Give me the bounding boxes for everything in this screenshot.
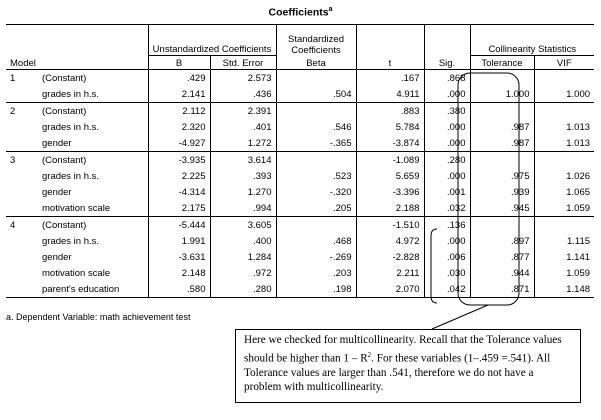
- cell-beta: .205: [276, 200, 356, 217]
- cell-beta: -.365: [276, 135, 356, 152]
- cell-t: -1.510: [356, 217, 424, 234]
- predictor-name-cell: (Constant): [42, 72, 87, 84]
- cell-se: 1.284: [210, 249, 276, 265]
- table-row: [6, 103, 594, 120]
- model-number-cell: [6, 281, 38, 298]
- model-number-cell: [6, 265, 38, 281]
- cell-vif: 1.065: [534, 184, 594, 200]
- header-collinearity: Collinearity Statistics: [470, 25, 594, 56]
- comment-text-2: . For these variables (1–.459 =.541). All Tolerance values are larger than .541, therefore we do not have a problem with multicollinearity.: [244, 352, 551, 394]
- cell-se: 2.573: [210, 70, 276, 87]
- cell-tol: .877: [470, 249, 534, 265]
- cell-se: .400: [210, 233, 276, 249]
- header-b: B: [148, 56, 210, 70]
- cell-vif: 1.026: [534, 168, 594, 184]
- cell-t: .883: [356, 103, 424, 120]
- cell-vif: 1.013: [534, 135, 594, 152]
- cell-sig: .000: [424, 119, 470, 135]
- cell-b: 2.112: [148, 103, 210, 120]
- cell-b: 2.320: [148, 119, 210, 135]
- table-row: [6, 168, 594, 184]
- header-standardized-line1: Standardized: [288, 33, 344, 45]
- cell-sig: .380: [424, 103, 470, 120]
- cell-sig: .000: [424, 233, 470, 249]
- cell-vif: [534, 217, 594, 234]
- model-number-cell: [6, 184, 38, 200]
- header-beta: Beta: [276, 56, 356, 70]
- model-number-cell: [6, 86, 38, 103]
- predictor-name-cell: gender: [42, 186, 72, 198]
- header-std-error: Std. Error: [210, 56, 276, 70]
- cell-se: .972: [210, 265, 276, 281]
- cell-beta: .504: [276, 86, 356, 103]
- cell-vif: 1.000: [534, 86, 594, 103]
- model-number-cell: [6, 249, 38, 265]
- table-row: [6, 249, 594, 265]
- cell-sig: .280: [424, 152, 470, 169]
- cell-sig: .868: [424, 70, 470, 87]
- cell-se: 2.391: [210, 103, 276, 120]
- cell-b: -3.631: [148, 249, 210, 265]
- cell-tol: [470, 70, 534, 87]
- cell-vif: [534, 152, 594, 169]
- cell-t: .167: [356, 70, 424, 87]
- predictor-name-cell: (Constant): [38, 103, 148, 120]
- cell-t: 5.659: [356, 168, 424, 184]
- cell-t: 5.784: [356, 119, 424, 135]
- cell-tol: .987: [470, 119, 534, 135]
- table-row: [6, 281, 594, 298]
- header-standardized: [276, 25, 356, 56]
- table-row: [6, 70, 594, 87]
- header-model: Model: [6, 56, 148, 70]
- cell-vif: 1.013: [534, 119, 594, 135]
- cell-vif: 1.115: [534, 233, 594, 249]
- table-row: [6, 233, 594, 249]
- table-row: [6, 119, 594, 135]
- cell-t: -3.396: [356, 184, 424, 200]
- cell-b: 2.148: [148, 265, 210, 281]
- cell-t: -3.874: [356, 135, 424, 152]
- table-row: [6, 152, 594, 169]
- table-row: [6, 265, 594, 281]
- model-number-cell: [6, 200, 38, 217]
- cell-se: 1.272: [210, 135, 276, 152]
- cell-se: 3.614: [210, 152, 276, 169]
- cell-t: 2.070: [356, 281, 424, 298]
- predictor-name-cell: gender: [42, 251, 72, 263]
- header-t: t: [356, 56, 424, 70]
- cell-b: 2.175: [148, 200, 210, 217]
- table-title: [0, 6, 601, 19]
- cell-vif: [534, 103, 594, 120]
- cell-vif: 1.059: [534, 265, 594, 281]
- cell-beta: [276, 152, 356, 169]
- header-tolerance: Tolerance: [470, 56, 534, 70]
- cell-t: 4.972: [356, 233, 424, 249]
- cell-tol: .975: [470, 168, 534, 184]
- cell-tol: .945: [470, 200, 534, 217]
- model-number-cell: [6, 135, 38, 152]
- cell-tol: .987: [470, 135, 534, 152]
- predictor-name-cell: grades in h.s.: [42, 235, 100, 247]
- predictor-name-cell: motivation scale: [42, 202, 111, 214]
- header-standardized-line2: Coefficients: [291, 44, 341, 56]
- table-row: [6, 217, 594, 234]
- model-number-cell: [6, 233, 38, 249]
- cell-b: -4.314: [148, 184, 210, 200]
- callout-line: [432, 305, 488, 329]
- model-number-cell: [6, 119, 38, 135]
- table-row: [6, 184, 594, 200]
- cell-beta: .203: [276, 265, 356, 281]
- cell-se: .436: [210, 86, 276, 103]
- cell-sig: .000: [424, 135, 470, 152]
- cell-beta: .468: [276, 233, 356, 249]
- header-sig: Sig.: [424, 56, 470, 70]
- coefficients-body: [6, 70, 594, 298]
- cell-b: -5.444: [148, 217, 210, 234]
- annotation-comment-box: [235, 329, 581, 403]
- cell-sig: .032: [424, 200, 470, 217]
- cell-tol: .944: [470, 265, 534, 281]
- footnote: a. Dependent Variable: math achievement test: [6, 312, 191, 322]
- cell-t: 2.211: [356, 265, 424, 281]
- predictor-name-cell: grades in h.s.: [42, 88, 100, 100]
- model-number-cell: 1: [10, 72, 16, 84]
- predictor-name-cell: gender: [42, 137, 72, 149]
- cell-se: 3.605: [210, 217, 276, 234]
- cell-beta: -.269: [276, 249, 356, 265]
- cell-beta: .523: [276, 168, 356, 184]
- cell-sig: .001: [424, 184, 470, 200]
- comment-r-squared-exponent: 2: [367, 350, 372, 359]
- cell-beta: [276, 70, 356, 87]
- cell-beta: .546: [276, 119, 356, 135]
- cell-beta: [276, 217, 356, 234]
- predictor-name-cell: grades in h.s.: [42, 121, 100, 133]
- cell-tol: [470, 217, 534, 234]
- comment-text-1: Here we checked for multicollinearity. Recall that the Tolerance values should be higher than 1 – R: [244, 334, 562, 365]
- cell-beta: [276, 103, 356, 120]
- cell-tol: [470, 152, 534, 169]
- cell-tol: .897: [470, 233, 534, 249]
- cell-vif: 1.059: [534, 200, 594, 217]
- cell-beta: .198: [276, 281, 356, 298]
- cell-b: 2.225: [148, 168, 210, 184]
- cell-se: .393: [210, 168, 276, 184]
- cell-beta: -.320: [276, 184, 356, 200]
- cell-b: 1.991: [148, 233, 210, 249]
- header-unstandardized: Unstandardized Coefficients: [148, 25, 276, 56]
- model-number-cell: 2: [6, 103, 38, 120]
- cell-b: -4.927: [148, 135, 210, 152]
- cell-b: .580: [148, 281, 210, 298]
- cell-vif: 1.141: [534, 249, 594, 265]
- model-number-cell: 4: [6, 217, 38, 234]
- cell-b: -3.935: [148, 152, 210, 169]
- cell-b: .429: [148, 70, 210, 87]
- cell-tol: .871: [470, 281, 534, 298]
- cell-t: -2.828: [356, 249, 424, 265]
- table-row: [6, 86, 594, 103]
- cell-se: .994: [210, 200, 276, 217]
- cell-se: .280: [210, 281, 276, 298]
- cell-tol: 1.000: [470, 86, 534, 103]
- coefficients-table: [6, 24, 594, 298]
- cell-sig: .042: [424, 281, 470, 298]
- cell-tol: .939: [470, 184, 534, 200]
- model-number-cell: 3: [6, 152, 38, 169]
- table-title-text: Coefficients: [268, 6, 329, 19]
- cell-sig: .000: [424, 86, 470, 103]
- cell-sig: .000: [424, 168, 470, 184]
- predictor-name-cell: grades in h.s.: [42, 170, 100, 182]
- predictor-name-cell: (Constant): [38, 152, 148, 169]
- cell-vif: [534, 70, 594, 87]
- cell-vif: 1.148: [534, 281, 594, 298]
- cell-t: 2.188: [356, 200, 424, 217]
- predictor-name-cell: motivation scale: [42, 267, 111, 279]
- cell-sig: .136: [424, 217, 470, 234]
- model-number-cell: [6, 168, 38, 184]
- table-row: [6, 200, 594, 217]
- cell-sig: .030: [424, 265, 470, 281]
- predictor-name-cell: (Constant): [38, 217, 148, 234]
- predictor-name-cell: parent's education: [38, 281, 148, 298]
- cell-t: -1.089: [356, 152, 424, 169]
- cell-sig: .006: [424, 249, 470, 265]
- cell-se: .401: [210, 119, 276, 135]
- cell-tol: [470, 103, 534, 120]
- cell-t: 4.911: [356, 86, 424, 103]
- header-vif: VIF: [534, 56, 594, 70]
- table-row: [6, 135, 594, 152]
- cell-se: 1.270: [210, 184, 276, 200]
- cell-b: 2.141: [148, 86, 210, 103]
- table-title-footnote-marker: a: [328, 6, 333, 13]
